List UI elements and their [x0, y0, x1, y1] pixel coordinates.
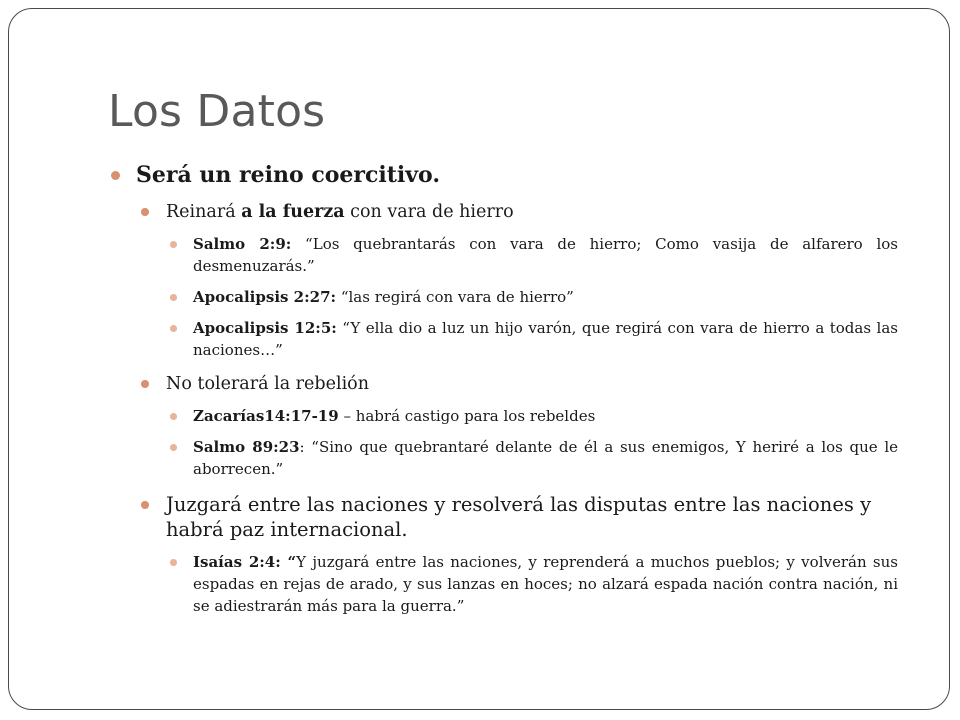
sub-point-text-bold: a la fuerza — [241, 202, 345, 222]
reference-label: Apocalipsis 12:5: — [193, 319, 337, 337]
bullet-dot-icon — [170, 444, 177, 451]
bullet-dot-icon — [170, 325, 177, 332]
reference-quote: – habrá castigo para los rebeldes — [338, 407, 596, 425]
reference-label: Salmo 89:23 — [193, 438, 300, 456]
sub-point-text: Juzgará entre las naciones y resolverá las disputas entre las naciones y habrá paz internacional. — [166, 493, 872, 541]
sub-point-text: No tolerará la rebelión — [166, 374, 369, 394]
sub-point-no-rebellion — [108, 372, 898, 396]
sub-point-judge-nations — [108, 492, 898, 542]
sub-point-text-post: con vara de hierro — [344, 202, 514, 222]
reference-zacarias-14-17-19 — [108, 405, 898, 427]
bullet-dot-icon — [170, 294, 177, 301]
reference-label: Zacarías14:17-19 — [193, 407, 339, 425]
bullet-dot-icon — [141, 380, 149, 388]
slide-title: Los Datos — [108, 86, 326, 137]
reference-salmo-2-9 — [108, 233, 898, 277]
sub-point-text-pre: Reinará — [166, 202, 242, 222]
reference-label: Isaías 2:4: “ — [193, 553, 297, 571]
reference-label: Apocalipsis 2:27: — [193, 288, 337, 306]
bullet-dot-icon — [170, 241, 177, 248]
reference-salmo-89-23 — [108, 436, 898, 480]
reference-quote: “Y ella dio a luz un hijo varón, que regirá con vara de hierro a todas las naciones…” — [193, 319, 898, 359]
bullet-dot-icon — [111, 171, 120, 180]
sub-point-rule-by-force — [108, 200, 898, 224]
slide-content — [108, 160, 898, 617]
point-text: Será un reino coercitivo. — [136, 162, 440, 188]
bullet-point-coercive-kingdom — [108, 162, 898, 189]
reference-apocalipsis-2-27 — [108, 286, 898, 308]
bullet-dot-icon — [141, 501, 149, 509]
reference-quote: “Los quebrantarás con vara de hierro; Como vasija de alfarero los desmenuzarás.” — [193, 235, 898, 275]
reference-isaias-2-4 — [108, 551, 898, 617]
reference-apocalipsis-12-5 — [108, 317, 898, 361]
bullet-dot-icon — [141, 208, 149, 216]
reference-quote: Y juzgará entre las naciones, y reprenderá a muchos pueblos; y volverán sus espadas en rejas de arado, y sus lanzas en hoces; no alzará espada nación contra nación, ni se adiestrarán más para la guerra.” — [193, 553, 898, 615]
bullet-dot-icon — [170, 413, 177, 420]
reference-quote: : “Sino que quebrantaré delante de él a sus enemigos, Y heriré a los que le aborrecen.” — [193, 438, 899, 478]
bullet-dot-icon — [170, 559, 177, 566]
reference-quote: “las regirá con vara de hierro” — [336, 288, 574, 306]
reference-label: Salmo 2:9: — [193, 235, 292, 253]
